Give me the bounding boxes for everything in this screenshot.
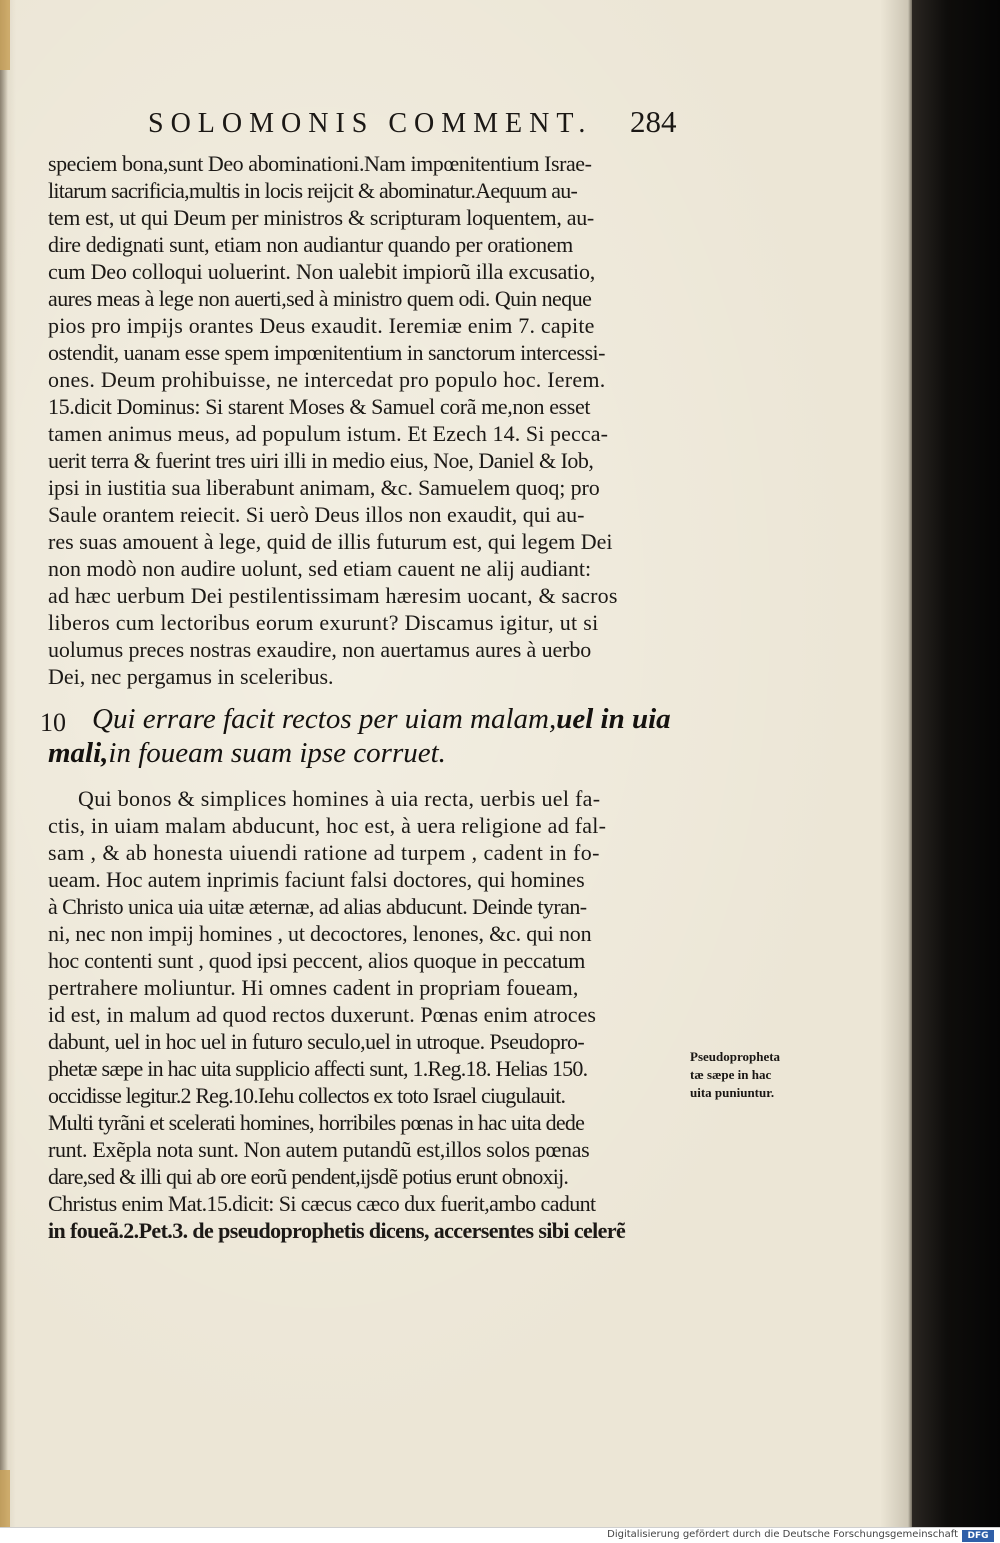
text-line: ctis, in uiam malam abducunt, hoc est, à uera religione ad fal-: [48, 813, 607, 838]
footer-credit: Digitalisierung gefördert durch die Deutsche Forschungsgemeinschaft: [607, 1529, 958, 1540]
page-edge-stain: [0, 0, 10, 70]
running-head: SOLOMONIS COMMENT.: [148, 108, 593, 139]
marginal-note-line: Pseudopropheta: [690, 1049, 781, 1064]
text-line: tem est, ut qui Deum per ministros & scripturam loquentem, au-: [48, 205, 594, 230]
text-line: dabunt, uel in hoc uel in futuro seculo,uel in utroque. Pseudopro-: [48, 1029, 585, 1054]
text-line: dire dedignati sunt, etiam non audiantur quando per orationem: [48, 232, 573, 257]
text-line: non modò non audire uolunt, sed etiam cauent ne alij audiant:: [48, 556, 592, 581]
text-line: ones. Deum prohibuisse, ne intercedat pro populo hoc. Ierem.: [48, 367, 606, 392]
verse-heading-text: Qui errare facit rectos per uiam malam,: [92, 703, 557, 735]
verse-heading-variant: uel in uia: [556, 703, 671, 735]
text-line: runt. Exẽpla nota sunt. Non autem putandũ est,illos solos pœnas: [48, 1137, 590, 1162]
text-line: ad hæc uerbum Dei pestilentissimam hæresim uocant, & sacros: [48, 583, 618, 608]
page-edge-stain: [0, 1470, 10, 1527]
verse-heading-line-1: [92, 702, 671, 736]
text-line: speciem bona,sunt Deo abominationi.Nam impœnitentium Israe-: [48, 151, 592, 176]
text-line: in foueã.2.Pet.3. de pseudoprophetis dicens, accersentes sibi celerẽ: [48, 1218, 626, 1243]
text-line: à Christo unica uia uitæ æternæ, ad alias abducunt. Deinde tyran-: [48, 894, 587, 919]
text-line: pertrahere moliuntur. Hi omnes cadent in propriam foueam,: [48, 975, 579, 1000]
marginal-note-line: tæ sæpe in hac: [690, 1067, 772, 1082]
text-line: Multi tyrãni et scelerati homines, horribiles pœnas in hac uita dede: [48, 1110, 585, 1135]
text-line: ni, nec non impij homines , ut decoctores, lenones, &c. qui non: [48, 921, 592, 946]
marginal-note-line: uita puniuntur.: [690, 1085, 775, 1100]
dfg-logo: DFG: [962, 1530, 994, 1542]
text-line: id est, in malum ad quod rectos duxerunt. Pœnas enim atroces: [48, 1002, 596, 1027]
text-line: occidisse legitur.2 Reg.10.Iehu collectos ex toto Israel ciugulauit.: [48, 1083, 566, 1108]
text-line: phetæ sæpe in hac uita supplicio affecti sunt, 1.Reg.18. Helias 150.: [48, 1056, 588, 1081]
text-line: dare,sed & illi qui ab ore eorũ pendent,ijsdẽ potius erunt obnoxij.: [48, 1164, 569, 1189]
text-line: sam , & ab honesta uiuendi ratione ad turpem , cadent in fo-: [48, 840, 600, 865]
text-line: 15.dicit Dominus: Si starent Moses & Samuel corã me,non esset: [48, 394, 591, 419]
text-line: uerit terra & fuerint tres uiri illi in medio eius, Noe, Daniel & Iob,: [48, 448, 594, 473]
text-line: cum Deo colloqui uoluerint. Non ualebit impiorũ illa excusatio,: [48, 259, 596, 284]
book-binding: [912, 0, 1000, 1527]
verse-heading-line-2: [48, 736, 446, 770]
page-number: 284: [630, 104, 677, 139]
digitization-footer: [0, 1527, 1000, 1543]
text-line: uolumus preces nostras exaudire, non auertamus aures à uerbo: [48, 637, 592, 662]
text-line: Dei, nec pergamus in sceleribus.: [48, 664, 334, 689]
text-line: ueam. Hoc autem inprimis faciunt falsi doctores, qui homines: [48, 867, 585, 892]
text-line: res suas amouent à lege, quid de illis futurum est, qui legem Dei: [48, 529, 613, 554]
page-gutter-shadow: [0, 0, 8, 1527]
text-line: pios pro impijs orantes Deus exaudit. Ieremiæ enim 7. capite: [48, 313, 595, 338]
text-line: hoc contenti sunt , quod ipsi peccent, alios quoque in peccatum: [48, 948, 586, 973]
text-line: litarum sacrificia,multis in locis reijcit & abominatur.Aequum au-: [48, 178, 578, 203]
text-line: ostendit, uanam esse spem impœnitentium in sanctorum intercessi-: [48, 340, 605, 365]
text-line: tamen animus meus, ad populum istum. Et Ezech 14. Si pecca-: [48, 421, 609, 446]
verse-number: 10: [40, 708, 66, 737]
text-line: Christus enim Mat.15.dicit: Si cæcus cæco dux fuerit,ambo cadunt: [48, 1191, 596, 1216]
text-line: Qui bonos & simplices homines à uia recta, uerbis uel fa-: [78, 786, 601, 811]
verse-heading-variant: mali,: [48, 737, 109, 769]
text-line: ipsi in iustitia sua liberabunt animam, &c. Samuelem quoq; pro: [48, 475, 600, 500]
text-line: aures meas à lege non auerti,sed à ministro quem odi. Quin neque: [48, 286, 592, 311]
verse-heading-text: in foueam suam ipse corruet.: [108, 737, 446, 769]
text-line: liberos cum lectoribus eorum exurunt? Discamus igitur, ut si: [48, 610, 599, 635]
text-line: Saule orantem reiecit. Si uerò Deus illos non exaudit, qui au-: [48, 502, 585, 527]
marginal-note: [690, 1048, 812, 1102]
